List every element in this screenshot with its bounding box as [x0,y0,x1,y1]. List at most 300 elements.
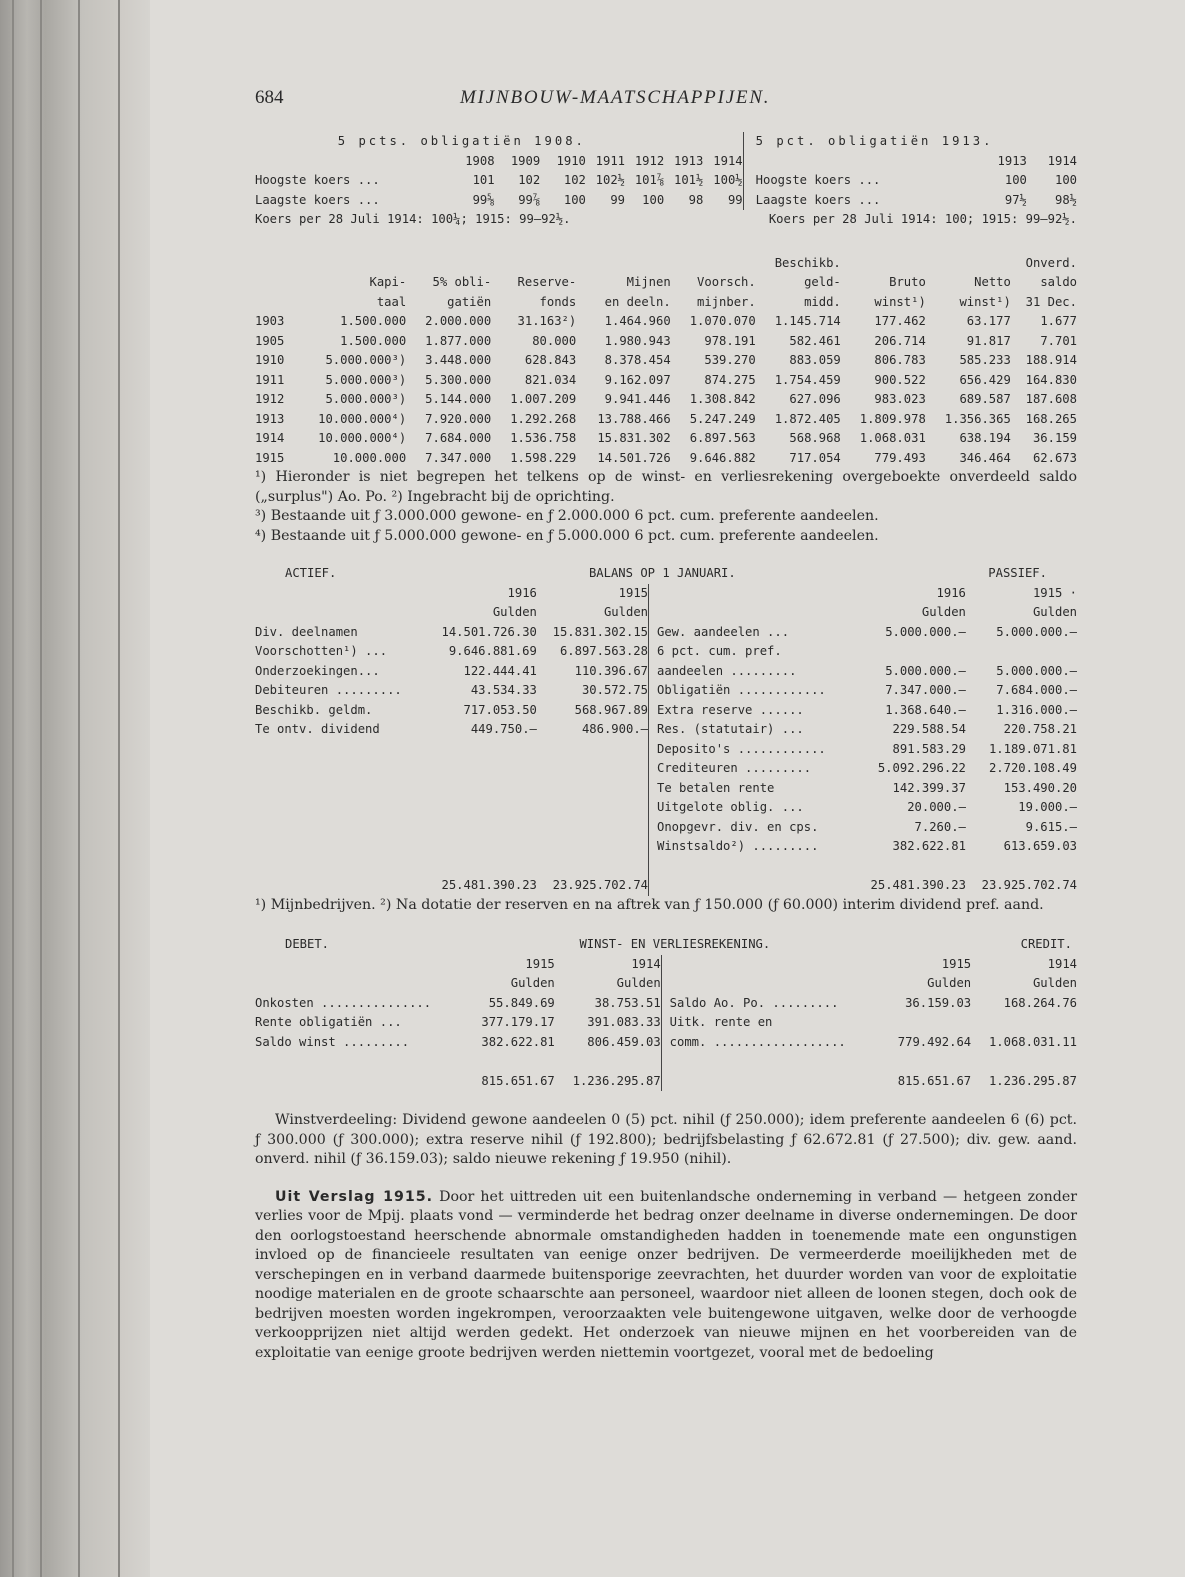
spacer [664,132,703,152]
value-cell: 1.536.758 [510,431,577,445]
column-header [671,254,756,274]
value-cell: 5.000.000³) [325,392,407,406]
value-cell: 983.023 [874,392,926,406]
column-header: Mijnen [626,275,671,289]
value-cell: 1.464.960 [604,314,671,328]
label-cell [255,740,426,760]
page-content [255,88,1077,1363]
table-row [255,701,1077,721]
value-cell: 1915 [941,956,972,971]
value-cell [537,740,649,760]
verslag-text: Door het uittreden uit een buitenlandsche onderneming in verband — hetgeen zonder verlies voor de Mpij. plaats vond — verminderde het bedrag onzer deelname in diverse ondernemingen. De door den oorlogstoestand heerschende abnormale omstandigheden hadden in toenemende mate een ongunstigen invloed op de financieele resultaten van eenige onzer bedrijven. De vermeerderde moeilijkheden met de verschepingen en in verband daarmede buitensporige zeevrachten, het duurder worden van voor de exploitatie noodige materialen en de groote schaarschte aan personeel, waardoor niet alleen de loonen stegen, doch ook de bedrijven moesten worden ingekrompen, veroorzaakten vele buitengewone uitgaven, welke door de verhoogde verkoopprijzen niet altijd werden gedekt. Het onderzoek van nieuwe mijnen en het voorbereiden van de exploitatie van eenige groote bedrijven werden niettemin voortgezet, vooral met de bedoeling [255,1188,1077,1361]
label-cell [649,876,855,896]
spacer [586,132,625,152]
value-cell: 9.162.097 [604,372,671,387]
column-header: gatiën [447,294,492,309]
label-cell [255,779,426,799]
column-header: 31 Dec. [1025,294,1077,309]
value-cell: 2.000.000 [425,314,492,328]
row-label: Hoogste koers ... [743,171,977,191]
year-cell: 1915 [255,450,285,465]
label-cell [255,955,467,975]
label-cell [649,603,855,623]
koers-cell: 99 [610,192,626,207]
koers-cell: 100 [642,192,665,207]
value-cell: 5.144.000 [425,392,492,406]
koers-cell: 100 [563,192,586,207]
koers-cell: 100 [1054,173,1077,187]
value-cell [537,837,649,857]
value-cell: 1.872.405 [774,411,841,426]
value-cell: 821.034 [524,372,577,387]
label-cell [255,603,426,623]
column-header: Netto [974,275,1011,289]
book-binding-edge [0,0,150,1577]
value-cell: 177.462 [874,314,926,328]
column-header: midd. [804,294,841,309]
value-cell: 168.264.76 [1003,995,1077,1010]
koers-cell: 97½ [1004,192,1027,207]
table-row [255,994,1077,1014]
value-cell: 63.177 [966,314,1011,328]
value-cell: 3.448.000 [425,353,492,367]
label-cell: Onderzoekingen... [255,663,380,678]
value-cell: 656.429 [959,372,1011,387]
label-cell: Te ontv. dividend [255,722,380,736]
value-cell: 717.054 [789,450,841,465]
value-cell: 38.753.51 [594,995,661,1010]
value-cell [537,818,649,838]
koers-cell: 100 [1004,173,1027,187]
value-cell: 122.444.41 [463,663,537,678]
value-cell: 188.914 [1025,353,1077,367]
value-cell: 7.260.— [914,819,966,834]
footnote-1: ¹) Hieronder is niet begrepen het telkens op de winst- en verliesrekening overgeboekte onverdeeld saldo („surplus") Ao. Po. ²) Ingebracht bij de oprichting. [255,469,1077,505]
table-row [255,798,1077,818]
spacer [703,132,743,152]
value-cell: 779.492.64 [897,1034,972,1049]
year-header: 1913 [673,153,704,168]
right-koers-note: Koers per 28 Juli 1914: 100; 1915: 99—92½. [768,212,1077,226]
value-cell: 5.000.000.— [996,663,1077,678]
label-cell [255,876,426,896]
value-cell: Gulden [1032,976,1077,990]
value-cell: 1.809.978 [859,411,926,426]
debet-head: DEBET. [285,937,330,951]
label-cell: Beschikb. geldm. [255,702,373,717]
value-cell: 689.587 [959,392,1011,406]
value-cell: 1.980.943 [604,333,671,348]
value-cell: 628.843 [524,353,577,367]
credit-head: CREDIT. [1020,937,1072,951]
value-cell: 9.646.881.69 [448,644,537,658]
value-cell: Gulden [1032,605,1077,619]
label-cell [649,584,855,604]
table-row [255,681,1077,701]
koers-cell: 102 [563,173,586,187]
value-cell [537,779,649,799]
verslag-paragraph [255,1188,1077,1364]
year-cell: 1914 [255,431,285,445]
value-cell: 91.817 [966,333,1011,348]
label-cell [255,584,426,604]
left-koers-note: Koers per 28 Juli 1914: 100¼; 1915: 99—92½. [255,212,571,226]
table-row [255,371,1077,391]
value-cell: 80.000 [532,333,577,348]
value-cell: 7.684.000 [425,431,492,445]
value-cell: 1.308.842 [689,392,756,406]
column-header: Voorsch. [697,275,756,289]
year-header: 1913 [997,153,1027,168]
value-cell: Gulden [510,976,555,990]
column-header [841,254,926,274]
value-cell [426,798,537,818]
page-header [255,88,1077,114]
label-cell: Extra reserve ...... [649,701,855,721]
value-cell: 382.622.81 [481,1034,555,1049]
table-row [255,876,1077,896]
value-cell: 153.490.20 [1003,780,1077,795]
value-cell: 25.481.390.23 [441,878,537,892]
table-row [255,740,1077,760]
koers-cell: 102 [518,173,541,187]
column-header: 5% obli- [432,275,492,289]
value-cell: 1915 [525,956,555,971]
column-header: Bruto [889,275,926,289]
label-cell: Gew. aandeelen ... [649,623,855,643]
label-cell: Winstsaldo²) ......... [649,837,855,857]
value-cell: 142.399.37 [892,780,966,795]
obligaties-table [255,132,1077,210]
value-cell: 168.265 [1025,411,1077,426]
value-cell: 1.500.000 [340,333,407,348]
value-cell: 15.831.302.15 [552,624,648,639]
value-cell: 10.000.000⁴) [318,431,407,445]
value-cell: 7.347.000 [425,450,492,465]
table-row [255,818,1077,838]
value-cell: 9.615.— [1025,819,1077,834]
label-cell: Rente obligatiën ... [255,1015,402,1029]
value-cell: 1914 [631,956,661,971]
table-row [255,1033,1077,1053]
column-header [255,293,293,313]
column-header: winst¹) [959,294,1011,309]
actief-head: ACTIEF. [285,566,337,580]
table-row [255,171,1077,191]
column-header [576,254,670,274]
value-cell: 391.083.33 [587,1015,661,1029]
value-cell: 539.270 [704,353,756,367]
value-cell: 585.233 [959,353,1011,367]
label-cell: comm. .................. [661,1033,883,1053]
year-cell: 1905 [255,333,285,348]
table-row [255,642,1077,662]
column-header: geld- [804,275,841,289]
value-cell: 613.659.03 [1003,839,1077,853]
column-header [255,254,293,274]
label-cell [255,818,426,838]
value-cell: 62.673 [1032,450,1077,465]
value-cell: 568.967.89 [574,702,648,717]
value-cell: 638.194 [959,431,1011,445]
value-cell: Gulden [492,605,537,619]
value-cell: Gulden [616,976,661,990]
column-header [406,254,491,274]
value-cell: 220.758.21 [1003,722,1077,736]
table-row [255,1013,1077,1033]
value-cell: 7.684.000.— [996,683,1077,697]
value-cell: 164.830 [1025,372,1077,387]
value-cell: 6.897.563 [689,431,756,445]
value-cell: 1.068.031 [859,431,926,445]
page-number: 684 [255,87,284,108]
winst-heading [255,935,1077,955]
table-row [255,312,1077,332]
table-row [255,779,1077,799]
value-cell: 1.877.000 [425,333,492,348]
value-cell: 15.831.302 [597,431,671,445]
value-cell: 568.968 [789,431,841,445]
value-cell: 978.191 [704,333,756,348]
value-cell: 8.378.454 [604,353,671,367]
table-row [255,955,1077,975]
value-cell: 14.501.726 [597,450,671,465]
column-header: taal [376,294,407,309]
value-cell: 1916 [936,585,966,600]
value-cell: 110.396.67 [574,663,648,678]
label-cell: Crediteuren ......... [649,759,855,779]
column-header: saldo [1040,275,1077,289]
year-header: 1914 [713,153,743,168]
value-cell: 1.189.071.81 [988,741,1077,756]
label-cell [255,837,426,857]
value-cell: 43.534.33 [470,683,537,697]
label-cell: Saldo winst ......... [255,1034,410,1049]
spacer [661,1052,883,1072]
value-cell: 5.300.000 [425,372,492,387]
value-cell: 1.236.295.87 [988,1073,1077,1088]
value-cell: 1.007.209 [510,392,577,406]
value-cell: 5.092.296.22 [877,761,966,775]
financial-stats-table [255,254,1077,469]
value-cell: 1.236.295.87 [572,1073,661,1088]
koers-cell: 101 [472,173,495,187]
value-cell: 806.459.03 [587,1034,661,1049]
label-cell [255,974,467,994]
value-cell: 206.714 [874,333,926,348]
spacer [555,1052,661,1072]
spacer [625,132,664,152]
value-cell: Gulden [921,605,966,619]
year-cell: 1910 [255,353,285,367]
table-row [255,759,1077,779]
label-cell: Uitgelote oblig. ... [649,798,855,818]
row-label: Laagste koers ... [255,192,380,207]
value-cell: 1915 [618,585,648,600]
value-cell [426,837,537,857]
koers-cell: 99 [727,192,743,207]
table-row [255,603,1077,623]
value-cell: 627.096 [789,392,841,406]
winst-title: WINST- EN VERLIESREKENING. [579,937,771,951]
koers-cell: 99⅝ [472,192,495,207]
value-cell: 7.701 [1040,333,1077,348]
year-cell: 1912 [255,392,285,406]
stats-notes [255,468,1077,546]
year-cell: 1903 [255,314,285,328]
value-cell: 582.461 [789,333,841,348]
table-row [255,623,1077,643]
value-cell: 1.677 [1040,314,1077,328]
year-header: 1911 [595,153,626,168]
spacer [255,1052,467,1072]
label-cell: Res. (statutair) ... [649,720,855,740]
value-cell: 9.941.446 [604,392,671,406]
row-label: Laagste koers ... [743,191,977,211]
footnote-3: ⁴) Bestaande uit ƒ 5.000.000 gewone- en ƒ 5.000.000 6 pct. cum. preferente aandeelen. [255,527,879,544]
value-cell [426,818,537,838]
label-cell: Te betalen rente [649,779,855,799]
obligaties-koers-foot [255,210,1077,230]
table-row [255,837,1077,857]
label-cell: aandeelen ......... [649,662,855,682]
obligaties-right-title: 5 pct. obligatiën 1913. [743,132,1077,152]
verslag-heading: Uit Verslag 1915. [275,1188,433,1205]
value-cell: 187.608 [1025,392,1077,406]
value-cell [426,779,537,799]
value-cell: 1.598.229 [510,450,577,465]
value-cell: 5.000.000³) [325,353,407,367]
value-cell: 36.159.03 [905,995,972,1010]
table-row [255,449,1077,469]
value-cell: 30.572.75 [581,683,648,697]
value-cell: 815.651.67 [897,1073,972,1088]
label-cell: Onkosten ............... [255,995,432,1010]
year-header: 1908 [465,153,495,168]
year-cell: 1911 [255,372,285,387]
value-cell: 1915 · [1032,585,1077,600]
value-cell: 19.000.— [1018,800,1077,814]
footnote-2: ³) Bestaande uit ƒ 3.000.000 gewone- en ƒ 2.000.000 6 pct. cum. preferente aandeelen. [255,508,879,524]
value-cell: 13.788.466 [597,411,671,426]
value-cell: 31.163²) [517,314,577,328]
value-cell: 1916 [507,585,537,600]
balans-table [255,584,1077,896]
column-header: Kapi- [369,275,407,289]
year-header: 1914 [1047,153,1077,168]
value-cell: 14.501.726.30 [441,624,537,639]
value-cell [426,740,537,760]
table-row [255,1072,1077,1092]
label-cell: Div. deelnamen [255,624,358,639]
value-cell [537,798,649,818]
table-row [255,390,1077,410]
value-cell: 2.720.108.49 [988,761,1077,775]
label-cell: Uitk. rente en [661,1013,883,1033]
value-cell: 23.925.702.74 [552,878,648,892]
value-cell: 10.000.000⁴) [318,411,407,426]
label-cell: Voorschotten¹) ... [255,644,388,658]
row-label: Hoogste koers ... [255,173,380,187]
label-cell: Saldo Ao. Po. ......... [661,994,883,1014]
label-cell: Debiteuren ......... [255,683,402,697]
table-row [255,974,1077,994]
value-cell: 883.059 [789,353,841,367]
value-cell: 346.464 [959,450,1011,465]
value-cell [971,1013,1077,1033]
value-cell: 229.588.54 [892,722,966,736]
table-row [255,584,1077,604]
value-cell: 36.159 [1032,431,1077,445]
column-header [926,254,1011,274]
spacer [467,1052,555,1072]
koers-cell: 100½ [713,173,743,187]
table-row [255,410,1077,430]
winstverdeeling: Winstverdeeling: Dividend gewone aandeelen 0 (5) pct. nihil (ƒ 250.000); idem preferente aandeelen 6 (6) pct. ƒ 300.000 (ƒ 300.000); extra reserve nihil (ƒ 192.800); bedrijfsbelasting ƒ 62.672.81 (ƒ 27.500); div. gew. aand. onverd. nihil (ƒ 36.159.03); saldo nieuwe rekening ƒ 19.950 (nihil). [255,1112,1077,1167]
year-cell: 1913 [255,411,285,426]
column-header: en deeln. [604,294,671,309]
column-header: Reserve- [517,275,577,289]
value-cell: 1.356.365 [944,411,1011,426]
value-cell: 891.583.29 [892,741,966,756]
column-header: winst¹) [874,294,926,309]
label-cell [661,955,883,975]
value-cell: 5.000.000.— [996,624,1077,639]
value-cell: 10.000.000 [332,450,407,465]
value-cell [883,1013,971,1033]
value-cell: 23.925.702.74 [981,878,1077,892]
spacer [255,857,426,877]
balans-heading [255,564,1077,584]
value-cell: 1.292.268 [510,411,577,426]
spacer [537,857,649,877]
year-header: 1909 [510,153,541,168]
value-cell: 5.000.000.— [885,624,966,639]
value-cell: 806.783 [874,353,926,367]
value-cell: 1.368.640.— [885,702,966,717]
year-header: 1910 [556,153,586,168]
value-cell: 1.316.000.— [996,702,1077,717]
value-cell: 1.754.459 [774,372,841,387]
value-cell: 1914 [1047,956,1077,971]
passief-head: PASSIEF. [988,566,1047,580]
column-header: Beschikb. [774,255,841,270]
value-cell: Gulden [927,976,972,990]
spacer [743,152,977,172]
value-cell [426,759,537,779]
table-row [255,720,1077,740]
obligaties-left-title: 5 pcts. obligatiën 1908. [337,134,586,148]
value-cell: Gulden [603,605,648,619]
value-cell: 486.900.— [581,722,648,736]
label-cell: 6 pct. cum. pref. [649,642,855,662]
value-cell: 1.500.000 [340,314,407,328]
koers-cell: 99⅞ [518,192,541,207]
koers-cell: 101½ [673,173,704,187]
label-cell: Onopgevr. div. en cps. [649,818,855,838]
column-header [293,254,406,274]
value-cell: 874.275 [704,372,756,387]
value-cell: 717.053.50 [463,702,537,717]
value-cell [855,642,966,662]
table-row [255,429,1077,449]
value-cell: 7.347.000.— [885,683,966,697]
spacer [255,152,449,172]
label-cell [661,1072,883,1092]
table-row [255,351,1077,371]
value-cell: 449.750.— [470,722,537,736]
label-cell: Deposito's ............ [649,740,855,760]
